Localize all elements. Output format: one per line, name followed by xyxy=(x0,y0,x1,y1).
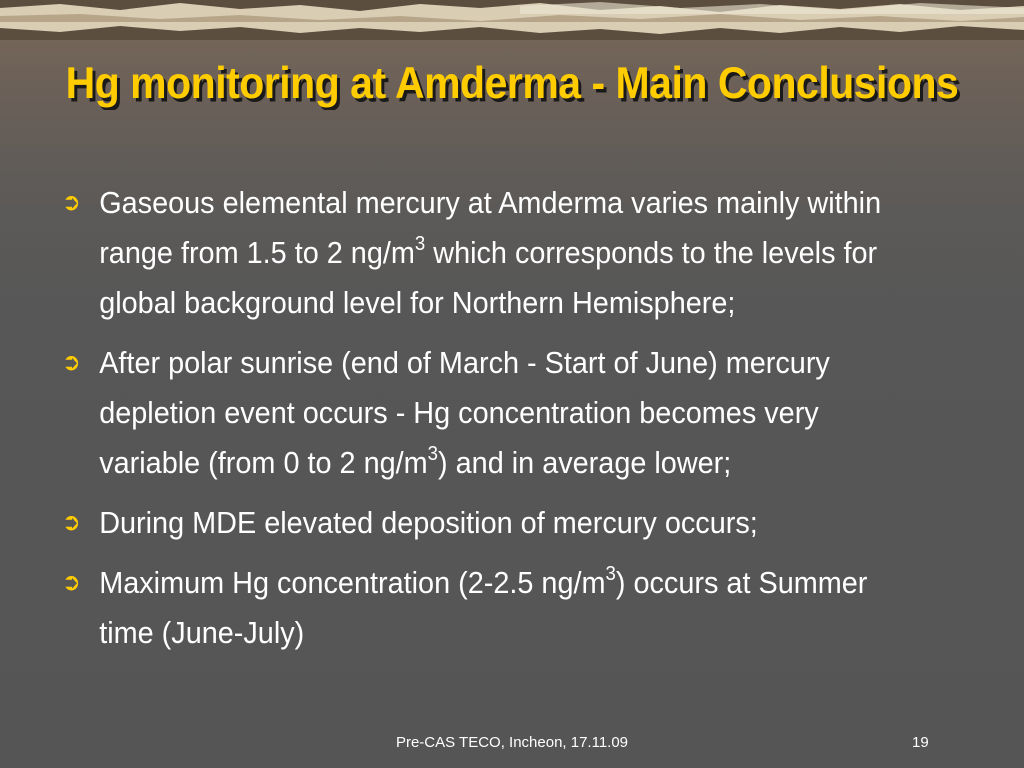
bullet-text: After polar sunrise (end of March - Start of June) mercury depletion event occurs - Hg concentration becomes very variable (from 0 to 2 ng/m xyxy=(99,345,830,480)
slide-footer: Pre-CAS TECO, Incheon, 17.11.09 xyxy=(395,734,629,751)
bullet-item xyxy=(62,558,918,658)
circled-arrow-icon: ➲ xyxy=(62,509,81,536)
bullet-text: Gaseous elemental mercury at Amderma varies mainly within range from 1.5 to 2 ng/m xyxy=(99,185,882,270)
bullet-list xyxy=(62,178,982,668)
bullet-item xyxy=(62,498,918,548)
bullet-text: During MDE elevated deposition of mercury occurs; xyxy=(99,505,758,540)
superscript: 3 xyxy=(414,232,426,255)
bullet-text: ) occurs at Summer time (June-July) xyxy=(99,565,868,650)
circled-arrow-icon: ➲ xyxy=(62,189,81,216)
bullet-text: Maximum Hg concentration (2-2.5 ng/m xyxy=(99,565,606,600)
bullet-text: ) and in average lower; xyxy=(438,445,732,480)
superscript: 3 xyxy=(427,442,439,465)
bullet-item xyxy=(62,338,918,488)
circled-arrow-icon: ➲ xyxy=(62,349,81,376)
slide-title: Hg monitoring at Amderma - Main Conclusions xyxy=(65,58,959,108)
top-banner-decoration xyxy=(0,0,1024,40)
bullet-item xyxy=(62,178,918,328)
page-number: 19 xyxy=(912,734,929,751)
bullet-text: which corresponds to the levels for global background level for Northern Hemisphere; xyxy=(99,235,878,320)
circled-arrow-icon: ➲ xyxy=(62,569,81,596)
superscript: 3 xyxy=(605,562,616,585)
